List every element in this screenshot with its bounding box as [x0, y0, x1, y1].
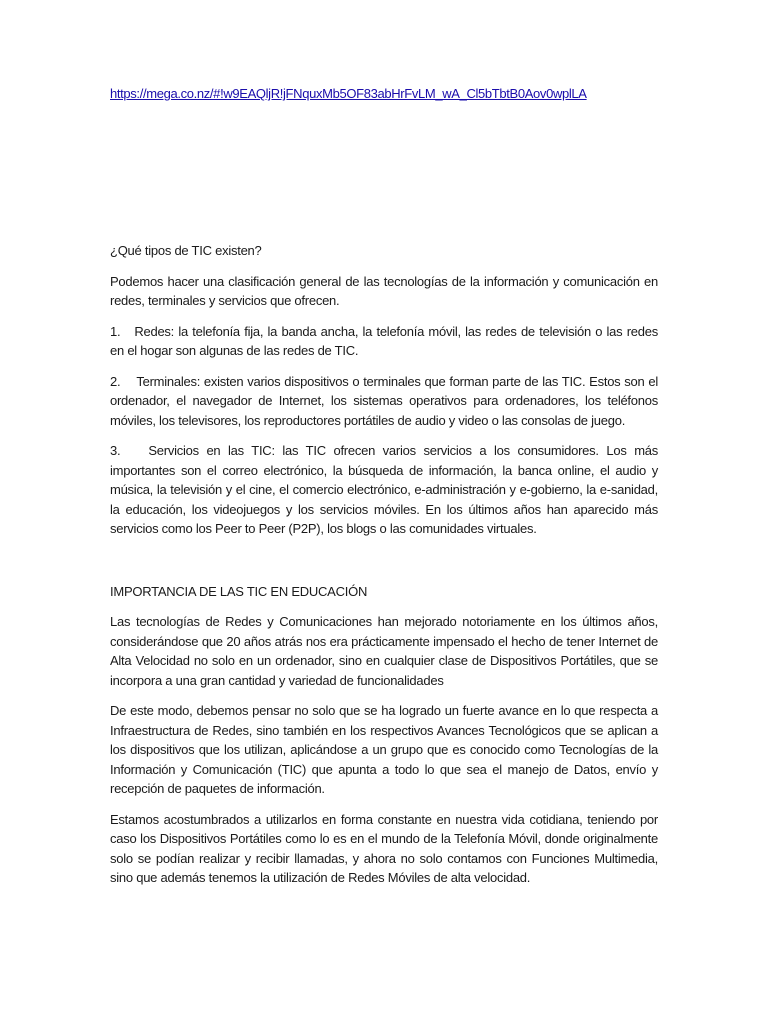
section-heading: IMPORTANCIA DE LAS TIC EN EDUCACIÓN [110, 583, 368, 599]
list-item-servicios [110, 441, 658, 539]
list-number: 2. [110, 373, 121, 389]
list-item-text: Terminales: existen varios dispositivos o terminales que forman parte de las TIC. Estos son el ordenador, el navegador de Internet, los sistemas operativos para ordenadores, los teléfonos móviles, los televisores, los reproductores portátiles de audio y video o las consolas de juego. [110, 373, 658, 428]
list-item-text: Redes: la telefonía fija, la banda ancha, la telefonía móvil, las redes de televisión o las redes en el hogar son algunas de las redes de TIC. [110, 323, 658, 358]
list-item-text: Servicios en las TIC: las TIC ofrecen varios servicios a los consumidores. Los más importantes son el correo electrónico, la búsqueda de información, la banca online, el audio y música, la televisión y el cine, el comercio electrónico, e-administración y e-gobierno, la e-sanidad, la educación, los videojuegos y los servicios móviles. En los últimos años han aparecido más servicios como los Peer to Peer (P2P), los blogs o las comunidades virtuales. [110, 443, 658, 536]
list-number: 1. [110, 323, 121, 339]
intro-paragraph: Podemos hacer una clasificación general de las tecnologías de la información y comunicación en redes, terminales y servicios que ofrecen. [110, 273, 658, 308]
mega-link[interactable]: https://mega.co.nz/#!w9EAQljR!jFNquxMb5OF83abHrFvLM_wA_Cl5bTbtB0Aov0wplLA [110, 86, 587, 101]
body-paragraph: Las tecnologías de Redes y Comunicaciones han mejorado notoriamente en los últimos años, considerándose que 20 años atrás nos era prácticamente impensado el hecho de tener Internet de Alta Velocidad no solo en un ordenador, sino en cualquier clase de Dispositivos Portátiles, que se incorpora a una gran cantidad y variedad de funcionalidades [110, 614, 658, 688]
body-paragraph: Estamos acostumbrados a utilizarlos en forma constante en nuestra vida cotidiana, teniendo por caso los Dispositivos Portátiles como lo es en el mundo de la Telefonía Móvil, donde originalmente solo se podían realizar y recibir llamadas, y ahora no solo contamos con Funciones Multimedia, sino que además tenemos la utilización de Redes Móviles de alta velocidad. [110, 811, 658, 885]
list-item-redes [110, 322, 658, 361]
document-body [110, 241, 658, 899]
body-paragraph: De este modo, debemos pensar no solo que se ha logrado un fuerte avance en lo que respecta a Infraestructura de Redes, sino también en los respectivos Avances Tecnológicos que se aplican a los dispositivos que los utilizan, aplicándose a un grupo que es conocido como Tecnologías de la Información y Comunicación (TIC) que apunta a todo lo que sea el manejo de Datos, envío y recepción de paquetes de información. [110, 703, 658, 796]
question-heading: ¿Qué tipos de TIC existen? [110, 243, 262, 258]
list-number: 3. [110, 443, 121, 458]
list-item-terminales [110, 372, 658, 431]
